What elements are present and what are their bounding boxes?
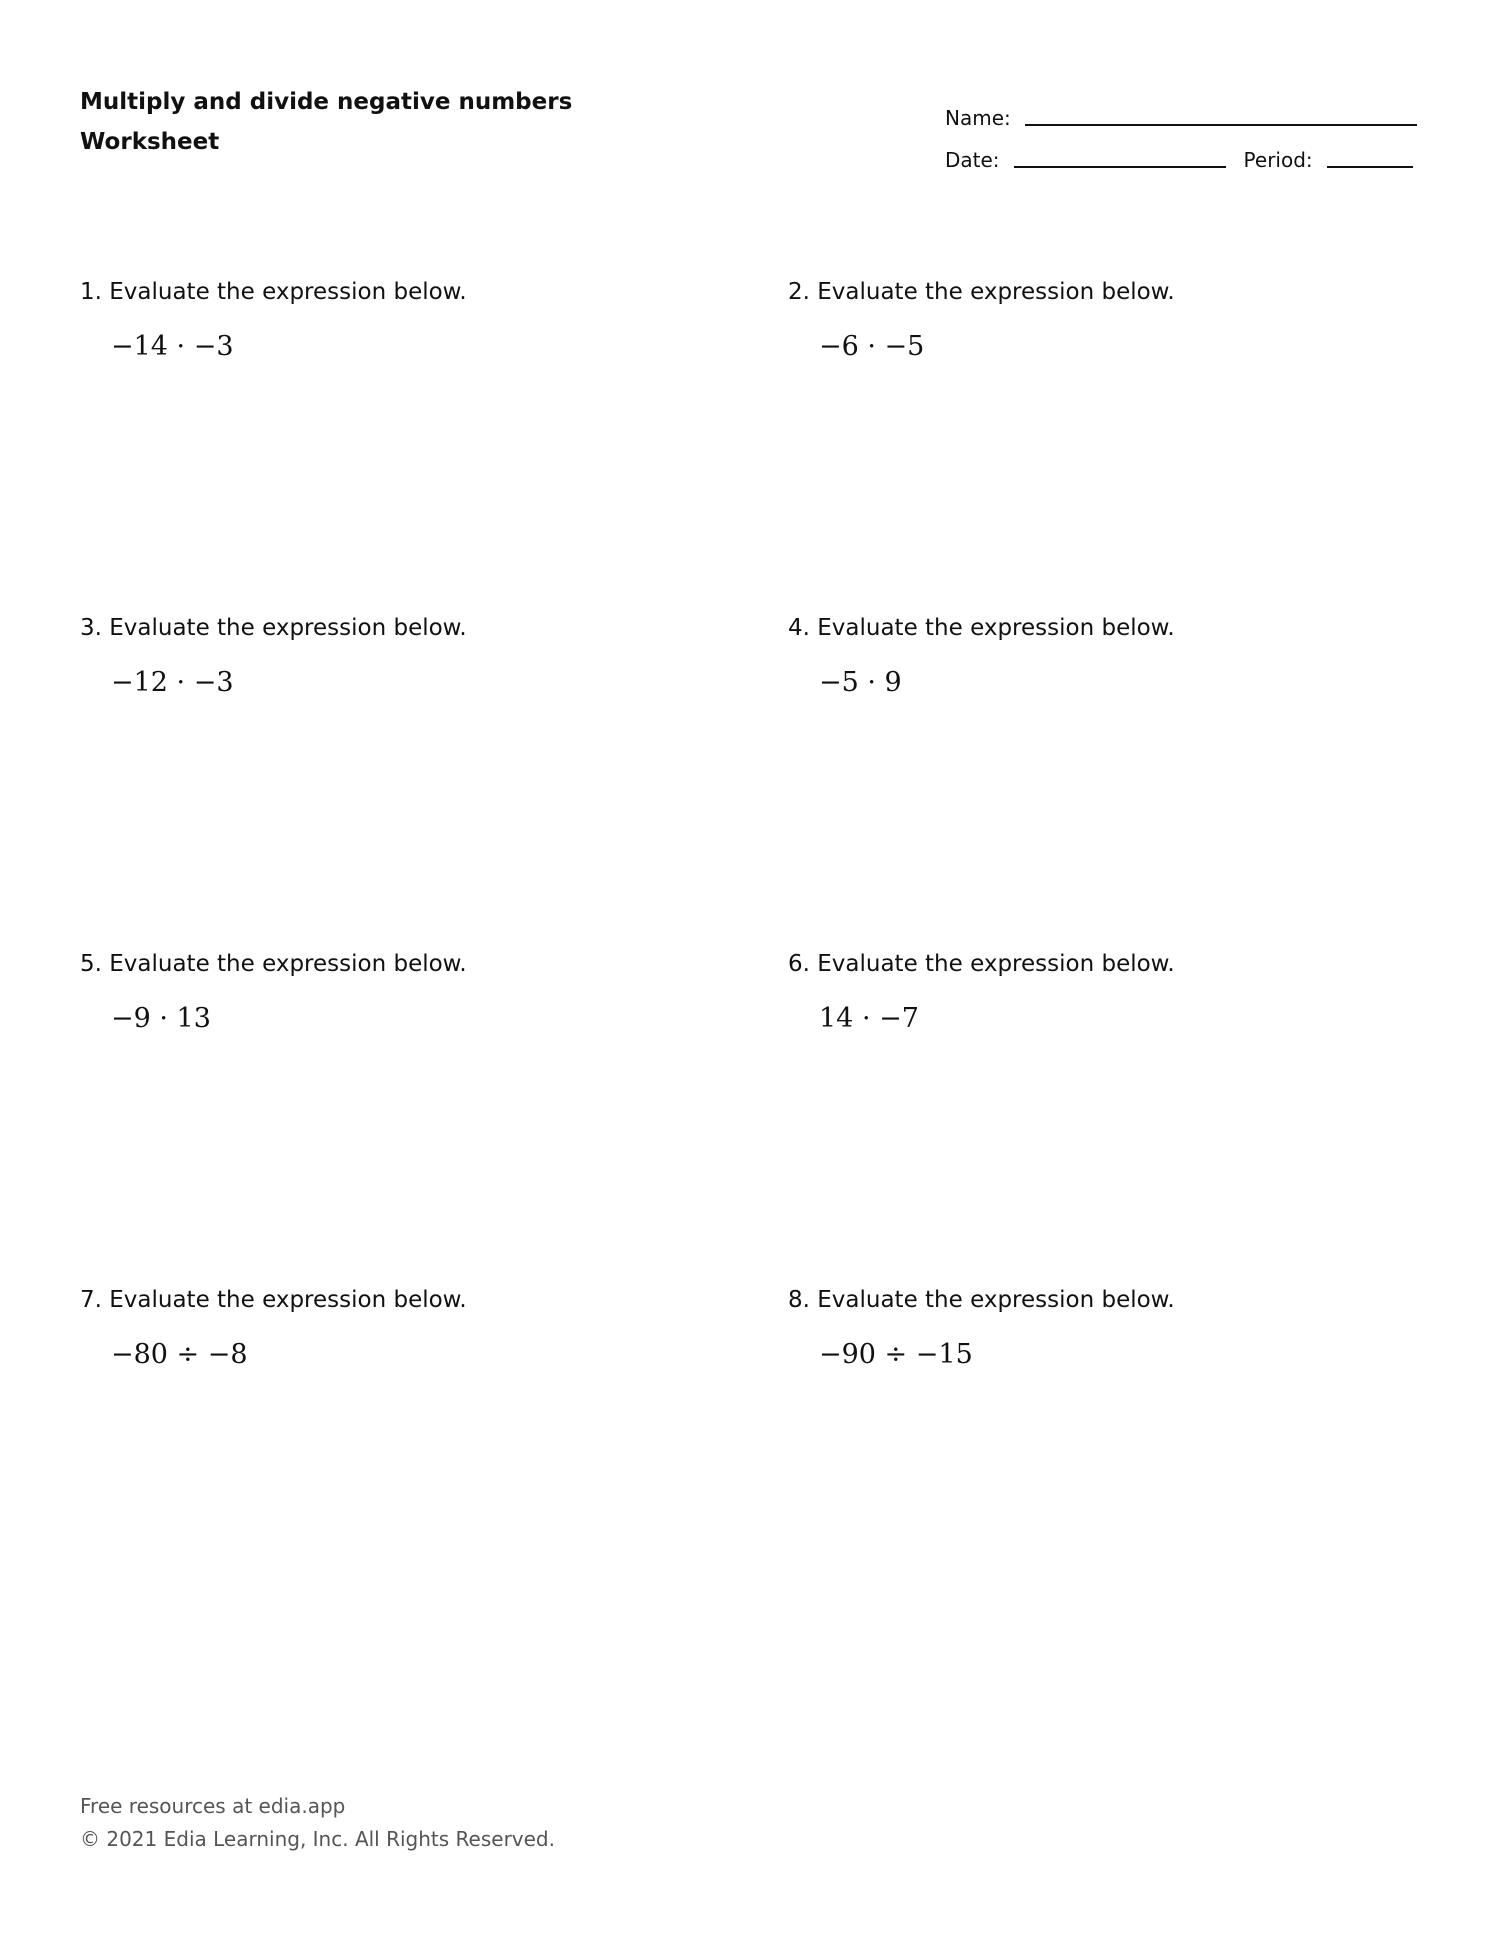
title-subtitle: Worksheet: [80, 129, 220, 155]
problem-expression: 14 · −7: [819, 1003, 919, 1034]
problem-prompt: 5. Evaluate the expression below.: [80, 951, 467, 977]
problem-expression: −9 · 13: [111, 1003, 211, 1034]
footer-resources-link: Free resources at edia.app: [80, 1794, 346, 1818]
problem-expression: −6 · −5: [819, 331, 925, 362]
footer-copyright: © 2021 Edia Learning, Inc. All Rights Reserved.: [80, 1827, 555, 1851]
problem-1: [80, 277, 720, 363]
problem-7: [80, 1285, 720, 1371]
period-blank-line: [1327, 148, 1413, 168]
problem-prompt: 6. Evaluate the expression below.: [788, 951, 1175, 977]
problem-expression: −90 ÷ −15: [819, 1339, 973, 1370]
problem-3: [80, 613, 720, 699]
problem-6: [788, 949, 1428, 1035]
problem-2: [788, 277, 1428, 363]
problem-prompt: 3. Evaluate the expression below.: [80, 615, 467, 641]
date-label: Date:: [945, 148, 1000, 172]
name-label: Name:: [945, 106, 1011, 130]
problem-prompt: 4. Evaluate the expression below.: [788, 615, 1175, 641]
problem-prompt: 1. Evaluate the expression below.: [80, 279, 467, 305]
problem-prompt: 8. Evaluate the expression below.: [788, 1287, 1175, 1313]
date-period-row: [945, 130, 1425, 172]
problem-prompt: 7. Evaluate the expression below.: [80, 1287, 467, 1313]
problem-5: [80, 949, 720, 1035]
footer: [80, 1790, 555, 1856]
problem-expression: −14 · −3: [111, 331, 234, 362]
problem-8: [788, 1285, 1428, 1371]
worksheet-title: [80, 82, 572, 162]
title-topic: Multiply and divide negative numbers: [80, 89, 573, 115]
name-field-row: [945, 88, 1425, 130]
student-info-fields: [945, 88, 1425, 172]
period-label: Period:: [1243, 148, 1313, 172]
problem-expression: −80 ÷ −8: [111, 1339, 248, 1370]
problem-4: [788, 613, 1428, 699]
date-blank-line: [1014, 148, 1226, 168]
name-blank-line: [1025, 106, 1417, 126]
problem-expression: −12 · −3: [111, 667, 234, 698]
problem-expression: −5 · 9: [819, 667, 902, 698]
problem-prompt: 2. Evaluate the expression below.: [788, 279, 1175, 305]
